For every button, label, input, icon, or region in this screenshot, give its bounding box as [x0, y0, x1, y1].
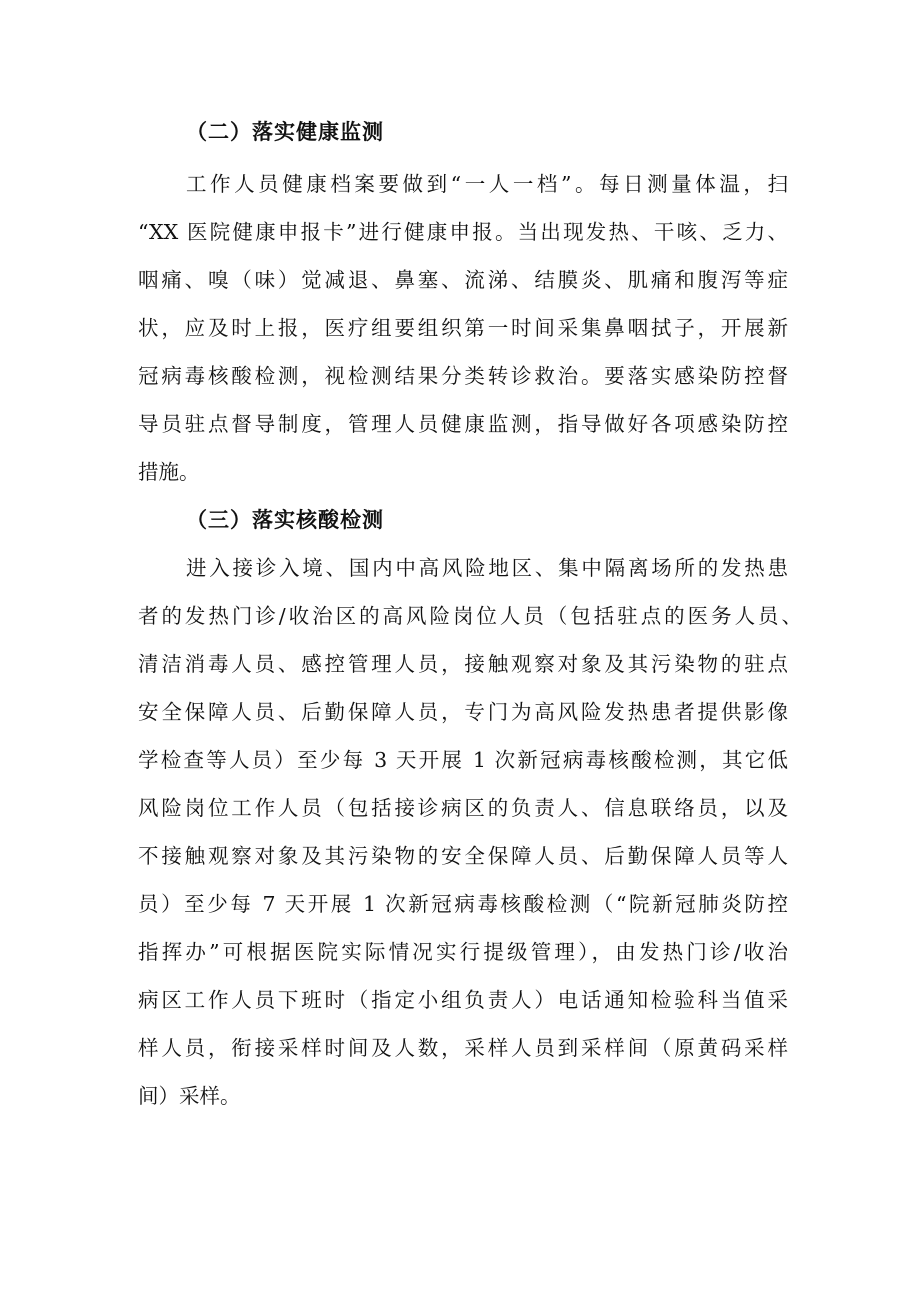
paragraph-line: 指挥办”可根据医院实际情况实行提级管理），由发热门诊/收治 — [138, 940, 788, 964]
paragraph-line: 进入接诊入境、国内中高风险地区、集中隔离场所的发热患 — [186, 556, 788, 580]
paragraph-line: 学检查等人员）至少每 3 天开展 1 次新冠病毒核酸检测，其它低 — [138, 748, 788, 772]
paragraph-line: 者的发热门诊/收治区的高风险岗位人员（包括驻点的医务人员、 — [138, 604, 802, 628]
section-heading-nucleic-acid-testing: （三）落实核酸检测 — [186, 507, 384, 532]
section-heading-health-monitoring: （二）落实健康监测 — [186, 119, 384, 144]
paragraph-line: 状，应及时上报，医疗组要组织第一时间采集鼻咽拭子，开展新 — [138, 316, 788, 340]
paragraph-line: 样人员，衔接采样时间及人数，采样人员到采样间（原黄码采样 — [138, 1036, 788, 1060]
paragraph-line: 咽痛、嗅（味）觉减退、鼻塞、流涕、结膜炎、肌痛和腹泻等症 — [138, 268, 788, 292]
paragraph-line: 间）采样。 — [138, 1084, 241, 1108]
paragraph-line: 安全保障人员、后勤保障人员，专门为高风险发热患者提供影像 — [138, 700, 788, 724]
paragraph-line: 清洁消毒人员、感控管理人员，接触观察对象及其污染物的驻点 — [138, 652, 788, 676]
paragraph-line: 冠病毒核酸检测，视检测结果分类转诊救治。要落实感染防控督 — [138, 364, 788, 388]
paragraph-line: 风险岗位工作人员（包括接诊病区的负责人、信息联络员，以及 — [138, 796, 788, 820]
paragraph-line: 导员驻点督导制度，管理人员健康监测，指导做好各项感染防控 — [138, 412, 788, 436]
paragraph-line: “XX 医院健康申报卡”进行健康申报。当出现发热、干咳、乏力、 — [138, 220, 788, 244]
paragraph-line: 员）至少每 7 天开展 1 次新冠病毒核酸检测（“院新冠肺炎防控 — [138, 892, 788, 916]
paragraph-line: 病区工作人员下班时（指定小组负责人）电话通知检验科当值采 — [138, 988, 788, 1012]
paragraph-line: 工作人员健康档案要做到“一人一档”。每日测量体温，扫 — [186, 172, 788, 196]
paragraph-line: 不接触观察对象及其污染物的安全保障人员、后勤保障人员等人 — [138, 844, 788, 868]
paragraph-line: 措施。 — [138, 460, 200, 484]
